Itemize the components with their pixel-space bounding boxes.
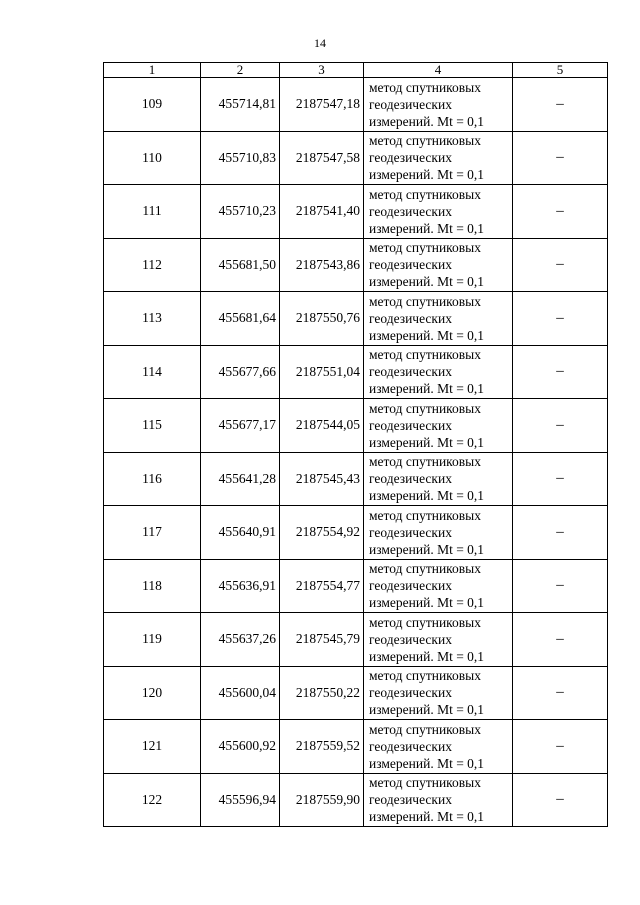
column-5-cell: – [513, 399, 608, 453]
point-number-cell: 112 [104, 238, 201, 292]
coordinate-x-cell: 455681,50 [201, 238, 280, 292]
method-text-line: метод спутниковых [369, 454, 481, 470]
method-text-line: измерений. Mt = 0,1 [369, 488, 485, 504]
table-row [104, 292, 608, 346]
method-text-line: измерений. Mt = 0,1 [369, 274, 485, 290]
coordinate-x-cell: 455710,23 [201, 185, 280, 239]
method-text-line: геодезических [369, 310, 452, 326]
point-number-cell: 111 [104, 185, 201, 239]
point-number-cell: 116 [104, 452, 201, 506]
header-col-4: 4 [364, 63, 513, 78]
method-cell [364, 78, 513, 132]
method-text-line: измерений. Mt = 0,1 [369, 167, 485, 183]
coordinate-y-cell: 2187543,86 [280, 238, 364, 292]
coordinate-y-cell: 2187559,52 [280, 720, 364, 774]
coordinate-y-cell: 2187544,05 [280, 399, 364, 453]
method-cell [364, 238, 513, 292]
method-text-line: геодезических [369, 364, 452, 380]
method-text-line: измерений. Mt = 0,1 [369, 327, 485, 343]
method-text-line: измерений. Mt = 0,1 [369, 702, 485, 718]
method-cell [364, 720, 513, 774]
table-row [104, 185, 608, 239]
point-number-cell: 115 [104, 399, 201, 453]
method-cell [364, 131, 513, 185]
header-col-5: 5 [513, 63, 608, 78]
method-text-line: метод спутниковых [369, 79, 481, 95]
method-text-line: метод спутниковых [369, 561, 481, 577]
column-5-cell: – [513, 613, 608, 667]
table-row [104, 452, 608, 506]
method-cell [364, 773, 513, 827]
method-text-line: геодезических [369, 96, 452, 112]
table-row [104, 773, 608, 827]
header-col-3: 3 [280, 63, 364, 78]
method-cell [364, 345, 513, 399]
method-cell [364, 292, 513, 346]
point-number-cell: 113 [104, 292, 201, 346]
coordinate-y-cell: 2187551,04 [280, 345, 364, 399]
coordinate-x-cell: 455677,17 [201, 399, 280, 453]
coordinate-x-cell: 455600,92 [201, 720, 280, 774]
column-5-cell: – [513, 452, 608, 506]
column-5-cell: – [513, 185, 608, 239]
coordinate-y-cell: 2187550,76 [280, 292, 364, 346]
method-text-line: геодезических [369, 150, 452, 166]
method-text-line: геодезических [369, 471, 452, 487]
method-cell [364, 452, 513, 506]
method-text-line: метод спутниковых [369, 240, 481, 256]
method-text-line: геодезических [369, 257, 452, 273]
header-col-2: 2 [201, 63, 280, 78]
point-number-cell: 114 [104, 345, 201, 399]
coordinate-y-cell: 2187547,58 [280, 131, 364, 185]
method-text-line: геодезических [369, 417, 452, 433]
point-number-cell: 118 [104, 559, 201, 613]
method-text-line: геодезических [369, 685, 452, 701]
table-header [104, 63, 608, 78]
coordinate-y-cell: 2187541,40 [280, 185, 364, 239]
method-text-line: метод спутниковых [369, 507, 481, 523]
column-5-cell: – [513, 773, 608, 827]
page-number: 14 [314, 36, 326, 50]
coordinate-x-cell: 455596,94 [201, 773, 280, 827]
column-5-cell: – [513, 131, 608, 185]
method-text-line: метод спутниковых [369, 186, 481, 202]
method-text-line: измерений. Mt = 0,1 [369, 648, 485, 664]
method-text-line: метод спутниковых [369, 293, 481, 309]
method-text-line: измерений. Mt = 0,1 [369, 541, 485, 557]
table-row [104, 559, 608, 613]
point-number-cell: 120 [104, 666, 201, 720]
method-cell [364, 559, 513, 613]
table-row [104, 399, 608, 453]
method-cell [364, 506, 513, 560]
coordinate-x-cell: 455640,91 [201, 506, 280, 560]
coordinate-y-cell: 2187545,43 [280, 452, 364, 506]
point-number-cell: 122 [104, 773, 201, 827]
table-body [104, 78, 608, 827]
coordinate-y-cell: 2187550,22 [280, 666, 364, 720]
coordinate-x-cell: 455677,66 [201, 345, 280, 399]
table-row [104, 506, 608, 560]
coordinate-y-cell: 2187554,77 [280, 559, 364, 613]
table-row [104, 720, 608, 774]
coordinate-x-cell: 455714,81 [201, 78, 280, 132]
header-row [104, 63, 608, 78]
coordinate-x-cell: 455600,04 [201, 666, 280, 720]
column-5-cell: – [513, 720, 608, 774]
method-text-line: метод спутниковых [369, 668, 481, 684]
point-number-cell: 110 [104, 131, 201, 185]
method-text-line: метод спутниковых [369, 614, 481, 630]
method-text-line: измерений. Mt = 0,1 [369, 434, 485, 450]
method-cell [364, 399, 513, 453]
column-5-cell: – [513, 292, 608, 346]
method-cell [364, 613, 513, 667]
method-text-line: метод спутниковых [369, 347, 481, 363]
point-number-cell: 109 [104, 78, 201, 132]
column-5-cell: – [513, 506, 608, 560]
method-text-line: измерений. Mt = 0,1 [369, 755, 485, 771]
coordinate-x-cell: 455637,26 [201, 613, 280, 667]
method-text-line: геодезических [369, 738, 452, 754]
coordinate-x-cell: 455641,28 [201, 452, 280, 506]
method-text-line: геодезических [369, 578, 452, 594]
coordinate-y-cell: 2187554,92 [280, 506, 364, 560]
table-row [104, 613, 608, 667]
point-number-cell: 117 [104, 506, 201, 560]
header-col-1: 1 [104, 63, 201, 78]
table-row [104, 345, 608, 399]
method-text-line: измерений. Mt = 0,1 [369, 595, 485, 611]
method-text-line: геодезических [369, 792, 452, 808]
method-cell [364, 185, 513, 239]
column-5-cell: – [513, 345, 608, 399]
table-row [104, 238, 608, 292]
method-text-line: геодезических [369, 524, 452, 540]
table-row [104, 666, 608, 720]
method-text-line: метод спутниковых [369, 133, 481, 149]
coordinate-x-cell: 455636,91 [201, 559, 280, 613]
column-5-cell: – [513, 666, 608, 720]
table-row [104, 131, 608, 185]
method-text-line: геодезических [369, 203, 452, 219]
method-cell [364, 666, 513, 720]
coordinate-x-cell: 455681,64 [201, 292, 280, 346]
method-text-line: геодезических [369, 631, 452, 647]
point-number-cell: 121 [104, 720, 201, 774]
method-text-line: измерений. Mt = 0,1 [369, 809, 485, 825]
method-text-line: метод спутниковых [369, 400, 481, 416]
method-text-line: измерений. Mt = 0,1 [369, 113, 485, 129]
column-5-cell: – [513, 238, 608, 292]
coordinate-y-cell: 2187559,90 [280, 773, 364, 827]
method-text-line: измерений. Mt = 0,1 [369, 381, 485, 397]
method-text-line: метод спутниковых [369, 721, 481, 737]
method-text-line: измерений. Mt = 0,1 [369, 220, 485, 236]
method-text-line: метод спутниковых [369, 775, 481, 791]
column-5-cell: – [513, 78, 608, 132]
coordinate-y-cell: 2187547,18 [280, 78, 364, 132]
column-5-cell: – [513, 559, 608, 613]
coordinate-x-cell: 455710,83 [201, 131, 280, 185]
table-row [104, 78, 608, 132]
point-number-cell: 119 [104, 613, 201, 667]
coordinates-table [103, 62, 608, 827]
coordinate-y-cell: 2187545,79 [280, 613, 364, 667]
